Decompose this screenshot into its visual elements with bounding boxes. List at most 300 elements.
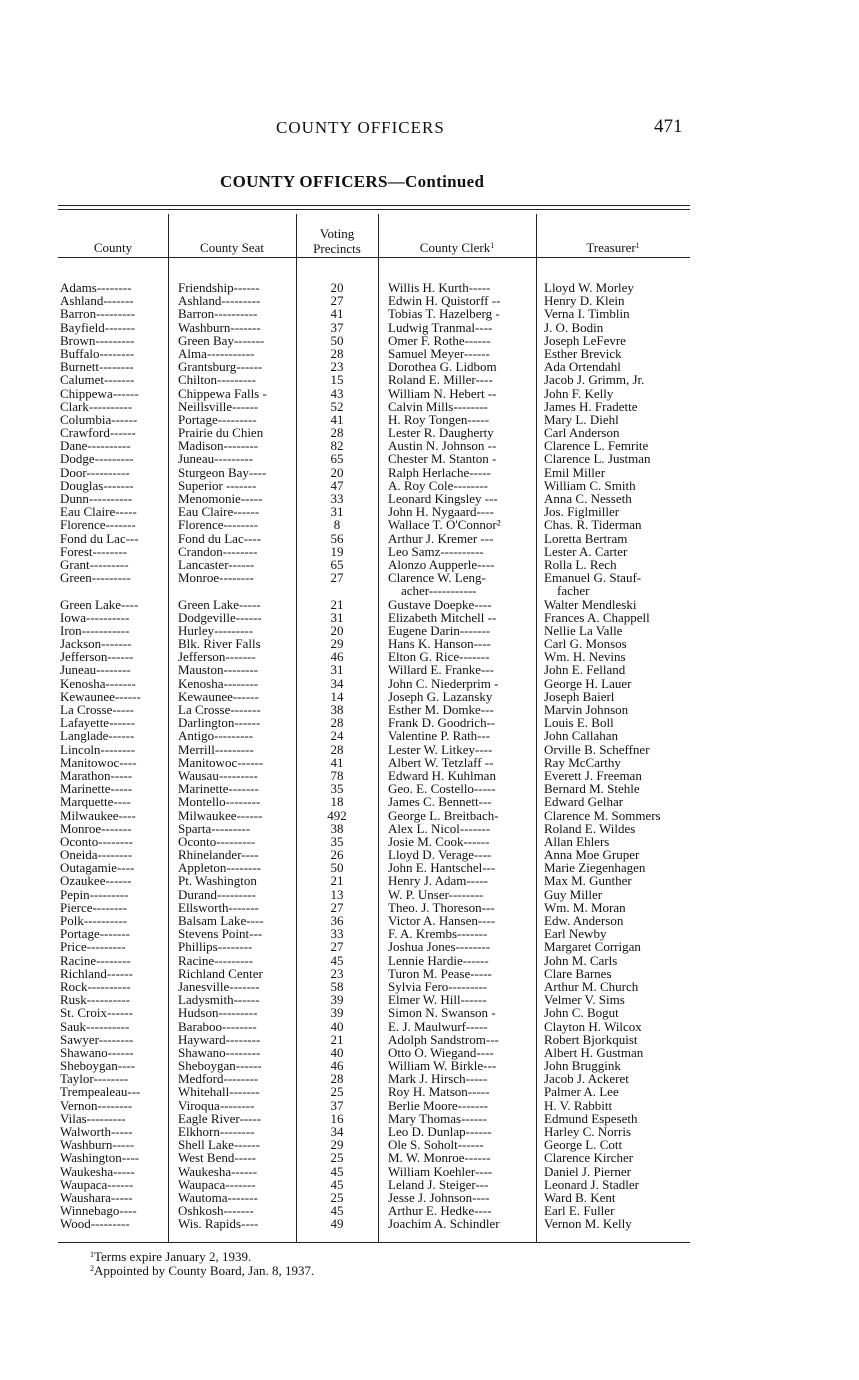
table-cell: Washburn-------	[178, 319, 261, 335]
table-cell: 56	[330, 530, 344, 546]
table-cell: Portage-------	[60, 926, 131, 942]
table-cell: 27	[330, 939, 344, 955]
table-cell: Wood---------	[60, 1216, 130, 1232]
table-cell: 16	[330, 1110, 344, 1126]
table-cell: Leo D. Dunlap------	[388, 1124, 492, 1139]
table-cell: Dorothea G. Lidbom	[388, 359, 497, 375]
table-cell: Ralph Herlache-----	[388, 464, 491, 480]
table-cell: Grant---------	[60, 556, 129, 572]
table-cell: Clayton H. Wilcox	[544, 1018, 642, 1034]
table-cell: 40	[330, 1018, 344, 1034]
table-cell: Joseph Baierl	[544, 688, 615, 704]
table-cell: Montello--------	[178, 794, 261, 810]
table-cell: Wausau---------	[178, 767, 258, 783]
top-rule-second	[58, 209, 690, 210]
table-cell: Sturgeon Bay----	[178, 464, 267, 480]
table-cell: Anna C. Nesseth	[544, 491, 632, 506]
table-cell: 43	[330, 385, 344, 401]
table-cell: Joseph G. Lazansky	[388, 688, 493, 704]
table-cell: A. Roy Cole--------	[388, 477, 488, 493]
table-cell: John E. Felland	[544, 662, 626, 678]
table-cell: 29	[330, 1137, 344, 1153]
table-cell: 28	[330, 715, 344, 731]
table-cell: Turon M. Pease-----	[388, 965, 492, 981]
table-cell: Outagamie----	[60, 860, 135, 876]
table-cell: Alex L. Nicol-------	[388, 820, 491, 836]
table-cell: Arthur E. Hedke----	[388, 1203, 492, 1219]
table-cell: 38	[330, 702, 344, 717]
table-cell: Ludwig Tranmal----	[388, 319, 493, 335]
page-number: 471	[654, 116, 683, 137]
table-cell: Waupaca-------	[178, 1176, 256, 1192]
table-cell: Max M. Gunther	[544, 873, 632, 889]
table-cell: 33	[330, 491, 344, 506]
table-cell: Sylvia Fero---------	[388, 978, 488, 994]
table-cell: La Crosse-----	[60, 702, 134, 717]
table-cell: Lester A. Carter	[544, 543, 628, 559]
table-cell: Darlington------	[178, 715, 261, 731]
table-cell: Iron-----------	[60, 622, 130, 638]
table-cell: 14	[330, 688, 344, 704]
table-cell: John M. Carls	[544, 952, 618, 968]
table-cell: 31	[330, 609, 344, 625]
table-cell: Lester R. Daugherty	[388, 425, 494, 441]
header-treasurer-footnote-mark: 1	[635, 241, 640, 250]
table-cell: 28	[330, 1071, 344, 1087]
bottom-rule	[58, 1242, 690, 1243]
table-cell: Valentine P. Rath---	[388, 728, 491, 744]
table-cell: Jacob J. Grimm, Jr.	[544, 372, 645, 388]
table-cell: William Koehler----	[388, 1163, 493, 1179]
table-cell: 37	[330, 319, 344, 335]
table-cell: Eagle River-----	[178, 1110, 262, 1126]
table-cell: Joachim A. Schindler	[388, 1216, 500, 1232]
header-treasurer-label: Treasurer	[586, 240, 636, 255]
table-cell: 36	[330, 913, 344, 928]
table-cell: Elton G. Rice-------	[388, 649, 490, 665]
table-cell: Lincoln--------	[60, 741, 136, 757]
table-cell: 8	[333, 517, 341, 533]
column-county-seat	[178, 281, 296, 1231]
table-cell: Oconto--------	[60, 833, 133, 849]
table-cell: 27	[330, 293, 344, 309]
table-cell: Orville B. Scheffner	[544, 741, 650, 757]
table-cell: Roy H. Matson-----	[388, 1084, 490, 1100]
table-cell: Edward H. Kuhlman	[388, 767, 496, 783]
table-cell: 20	[330, 622, 344, 638]
table-cell: Gustave Doepke----	[388, 596, 492, 612]
table-cell: Lafayette------	[60, 715, 136, 731]
table-cell: Mark J. Hirsch-----	[388, 1071, 488, 1087]
table-cell: Edmund Espeseth	[544, 1110, 638, 1126]
table-cell: James H. Fradette	[544, 398, 638, 414]
table-cell: Leonard Kingsley ---	[388, 491, 498, 506]
table-cell: Clarence Kircher	[544, 1150, 634, 1166]
table-cell: John E. Hantschel---	[388, 860, 496, 876]
table-cell: Wm. M. Moran	[544, 899, 626, 915]
table-cell: Wis. Rapids----	[178, 1216, 259, 1232]
table-cell: Rock----------	[60, 978, 131, 994]
table-cell: Kenosha--------	[178, 675, 259, 691]
table-cell: 49	[330, 1216, 344, 1232]
table-cell: Dodgeville------	[178, 609, 262, 625]
table-cell: Lennie Hardie------	[388, 952, 489, 968]
table-cell: Calumet-------	[60, 372, 135, 388]
table-cell: Louis E. Boll	[544, 715, 614, 731]
table-cell: 37	[330, 1097, 344, 1113]
table-cell: Eugene Darin-------	[388, 622, 491, 638]
table-cell: Emil Miller	[544, 464, 606, 480]
table-cell: William W. Birkle---	[388, 1058, 497, 1074]
table-cell: Eau Claire------	[178, 504, 260, 520]
table-cell: 26	[330, 847, 344, 863]
top-rule	[58, 205, 690, 206]
table-cell: Kewaunee------	[60, 688, 141, 704]
table-cell: Carl G. Monsos	[544, 636, 627, 652]
table-cell: Ellsworth-------	[178, 899, 259, 915]
table-cell: Margaret Corrigan	[544, 939, 641, 955]
table-cell: Green Lake----	[60, 596, 139, 612]
table-cell: Allan Ehlers	[544, 833, 610, 849]
table-cell: Brown---------	[60, 332, 135, 348]
table-cell: Jefferson-------	[178, 649, 256, 665]
table-cell: Alonzo Aupperle----	[388, 556, 495, 572]
table-cell: Ashland-------	[60, 293, 134, 309]
table-cell: Shell Lake------	[178, 1137, 260, 1153]
table-cell: Winnebago----	[60, 1203, 137, 1219]
table-cell: Antigo---------	[178, 728, 254, 744]
table-cell: Neillsville------	[178, 398, 259, 414]
table-cell: 82	[330, 438, 344, 454]
table-cell: Arthur J. Kremer ---	[388, 530, 494, 546]
table-cell: Elkhorn--------	[178, 1124, 255, 1139]
table-cell: Simon N. Swanson -	[388, 1005, 496, 1021]
table-cell: Henry D. Klein	[544, 293, 625, 309]
table-cell: Edward Gelhar	[544, 794, 624, 810]
table-cell: Marvin Johnson	[544, 702, 629, 717]
table-cell: 28	[330, 741, 344, 757]
table-cell: Marinette-----	[60, 781, 133, 797]
table-cell: Kewaunee------	[178, 688, 259, 704]
table-cell: 31	[330, 662, 344, 678]
table-cell: Anna Moe Gruper	[544, 847, 640, 863]
table-cell: Velmer V. Sims	[544, 992, 625, 1008]
table-cell: Price---------	[60, 939, 126, 955]
table-cell: E. J. Maulwurf-----	[388, 1018, 488, 1034]
table-cell: Clare Barnes	[544, 965, 612, 981]
table-cell: Clarence L. Femrite	[544, 438, 649, 454]
table-cell: 45	[330, 1176, 344, 1192]
table-cell: Rolla L. Rech	[544, 556, 617, 572]
table-cell: Baraboo--------	[178, 1018, 257, 1034]
table-cell: Blk. River Falls	[178, 636, 261, 652]
table-cell: Arthur M. Church	[544, 978, 639, 994]
table-cell: 45	[330, 1163, 344, 1179]
table-cell: Crandon--------	[178, 543, 258, 559]
table-cell: Waukesha-----	[60, 1163, 135, 1179]
table-cell	[178, 584, 296, 597]
table-cell: Sheboygan------	[178, 1058, 262, 1074]
table-cell: Medford--------	[178, 1071, 259, 1087]
column-divider	[168, 214, 169, 1242]
table-cell: 40	[330, 1044, 344, 1060]
table-cell: William C. Smith	[544, 477, 636, 493]
table-cell: Burnett--------	[60, 359, 134, 375]
table-cell: Joseph LeFevre	[544, 332, 626, 348]
table-cell: Esther M. Domke---	[388, 702, 494, 717]
table-cell: 20	[330, 280, 344, 295]
table-cell: 35	[330, 781, 344, 797]
table-cell: Hayward--------	[178, 1031, 261, 1047]
table-cell: Wm. H. Nevins	[544, 649, 626, 665]
table-cell: 15	[330, 372, 344, 388]
table-cell: Ward B. Kent	[544, 1189, 616, 1205]
footnote	[90, 1264, 314, 1278]
header-voting-precincts	[298, 226, 376, 256]
table-cell: Ladysmith------	[178, 992, 260, 1008]
table-cell: Marie Ziegenhagen	[544, 860, 646, 876]
table-cell: Elmer W. Hill------	[388, 992, 487, 1008]
table-cell: 34	[330, 1124, 344, 1139]
table-cell: Omer F. Rothe------	[388, 332, 491, 348]
column-treasurer	[544, 281, 692, 1231]
running-title: COUNTY OFFICERS	[276, 118, 445, 137]
table-cell: 41	[330, 306, 344, 322]
table-cell: Madison--------	[178, 438, 259, 454]
table-cell: 35	[330, 833, 344, 849]
table-cell: Mauston--------	[178, 662, 259, 678]
table-cell: John Callahan	[544, 728, 619, 744]
table-cell: Roland E. Miller----	[388, 372, 493, 388]
table-cell: Pepin---------	[60, 886, 129, 902]
table-cell: Monroe-------	[60, 820, 132, 836]
table-cell: Albert H. Gustman	[544, 1044, 644, 1060]
table-cell: Florence--------	[178, 517, 259, 533]
table-cell: J. O. Bodin	[544, 319, 604, 335]
table-cell: Merrill---------	[178, 741, 254, 757]
table-cell: Waushara-----	[60, 1189, 133, 1205]
table-cell: Robert Bjorkquist	[544, 1031, 638, 1047]
table-cell: Janesville-------	[178, 978, 260, 994]
table-cell: Frances A. Chappell	[544, 609, 650, 625]
table-cell: Otto O. Wiegand----	[388, 1044, 494, 1060]
table-cell: Lloyd W. Morley	[544, 280, 634, 295]
table-cell: Clarence M. Sommers	[544, 807, 661, 823]
table-cell: Green---------	[60, 570, 131, 586]
table-cell: Dodge---------	[60, 451, 134, 467]
column-divider	[536, 214, 537, 1242]
table-cell: 39	[330, 1005, 344, 1021]
table-cell: 78	[330, 767, 344, 783]
table-cell: Willard E. Franke---	[388, 662, 494, 678]
table-cell: John F. Kelly	[544, 385, 614, 401]
table-cell: Douglas-------	[60, 477, 134, 493]
table-cell: 18	[330, 794, 344, 810]
table-cell: facher	[544, 583, 590, 599]
table-cell: Racine---------	[178, 952, 254, 968]
table-cell: St. Croix------	[60, 1005, 133, 1021]
table-cell: Marquette----	[60, 794, 131, 810]
table-cell: Chas. R. Tiderman	[544, 517, 642, 533]
table-cell: Monroe--------	[178, 570, 254, 586]
table-cell: Eau Claire-----	[60, 504, 137, 520]
table-cell: Waupaca------	[60, 1176, 134, 1192]
table-cell: Prairie du Chien	[178, 425, 264, 441]
table-cell: Guy Miller	[544, 886, 603, 902]
table-cell: Adams--------	[60, 280, 132, 295]
table-cell: Oneida--------	[60, 847, 133, 863]
table-cell: Washington----	[60, 1150, 140, 1166]
table-cell: Richland------	[60, 965, 133, 981]
column-county	[60, 281, 168, 1231]
table-cell: George H. Lauer	[544, 675, 632, 691]
table-cell: Richland Center	[178, 965, 263, 981]
table-cell: H. V. Rabbitt	[544, 1097, 613, 1113]
table-cell: Everett J. Freeman	[544, 767, 642, 783]
table-cell: Ozaukee------	[60, 873, 132, 889]
table-cell: Barron----------	[178, 306, 258, 322]
table-cell: 29	[330, 636, 344, 652]
table-cell: 28	[330, 425, 344, 441]
column-divider	[378, 214, 379, 1242]
table-cell: 25	[330, 1084, 344, 1100]
table-cell: Balsam Lake----	[178, 913, 264, 928]
table-cell: Calvin Mills--------	[388, 398, 489, 414]
header-voting-line2: Precincts	[313, 241, 361, 256]
table-cell: Leland J. Steiger---	[388, 1176, 489, 1192]
column-voting-precincts	[298, 281, 376, 1231]
table-cell: Rusk----------	[60, 992, 131, 1008]
table-cell: Juneau--------	[60, 662, 131, 678]
table-cell: 46	[330, 1058, 344, 1074]
table-cell: Marathon-----	[60, 767, 133, 783]
footnote-mark: 1	[90, 1250, 94, 1259]
table-cell: 23	[330, 359, 344, 375]
table-cell: Willis H. Kurth-----	[388, 280, 491, 295]
table-cell: Florence-------	[60, 517, 136, 533]
table-cell: Friendship------	[178, 280, 260, 295]
table-cell: Trempealeau---	[60, 1084, 141, 1100]
table-cell: Walter Mendleski	[544, 596, 637, 612]
table-cell: George L. Breitbach-	[388, 807, 499, 823]
table-cell: Columbia------	[60, 411, 138, 427]
table-cell: Wautoma-------	[178, 1189, 258, 1205]
table-cell: Ole S. Soholt------	[388, 1137, 484, 1153]
table-cell	[60, 584, 168, 597]
table-cell: Geo. E. Costello-----	[388, 781, 496, 797]
table-cell: 28	[330, 345, 344, 361]
table-cell: Fond du Lac---	[60, 530, 139, 546]
table-cell: Lancaster------	[178, 556, 255, 572]
table-cell: Oconto---------	[178, 833, 256, 849]
table-cell: Superior -------	[178, 477, 257, 493]
table-cell: 492	[327, 807, 347, 823]
table-cell: Josie M. Cook------	[388, 833, 490, 849]
table-cell: William N. Hebert --	[388, 385, 497, 401]
running-head	[0, 118, 859, 142]
table-cell	[298, 584, 376, 597]
table-cell: 45	[330, 1203, 344, 1219]
table-cell: Polk----------	[60, 913, 128, 928]
table-cell: Palmer A. Lee	[544, 1084, 619, 1100]
header-clerk-footnote-mark: 1	[490, 241, 495, 250]
table-cell: 24	[330, 728, 344, 744]
table-cell: Roland E. Wildes	[544, 820, 636, 836]
table-cell: Taylor--------	[60, 1071, 129, 1087]
table-cell: 50	[330, 860, 344, 876]
table-cell: Bernard M. Stehle	[544, 781, 640, 797]
table-cell: Green Bay-------	[178, 332, 265, 348]
table-cell: Langlade------	[60, 728, 135, 744]
table-cell: Stevens Point---	[178, 926, 263, 942]
footnote-text: Appointed by County Board, Jan. 8, 1937.	[94, 1263, 315, 1278]
table-cell: Shawano------	[60, 1044, 134, 1060]
table-cell: 38	[330, 820, 344, 836]
table-cell: 58	[330, 978, 344, 994]
table-cell: Berlie Moore-------	[388, 1097, 488, 1113]
table-cell: Jos. Figlmiller	[544, 504, 620, 520]
table-cell: Elizabeth Mitchell --	[388, 609, 497, 625]
table-cell: John Bruggink	[544, 1058, 621, 1074]
footnote-mark: 2	[90, 1264, 94, 1273]
table-cell: W. P. Unser--------	[388, 886, 484, 902]
footnotes	[90, 1250, 314, 1278]
table-cell: Manitowoc------	[178, 754, 264, 770]
footnote	[90, 1250, 314, 1264]
table-cell: Hudson---------	[178, 1005, 258, 1021]
table-cell: Earl Newby	[544, 926, 607, 942]
footnote-text: Terms expire January 2, 1939.	[94, 1249, 252, 1264]
table-cell: 27	[330, 899, 344, 915]
header-clerk-label: County Clerk	[419, 240, 491, 255]
table-cell: Phillips--------	[178, 939, 253, 955]
table-cell: Samuel Meyer------	[388, 345, 490, 361]
table-cell: 65	[330, 556, 344, 572]
table-cell: Jacob J. Ackeret	[544, 1071, 629, 1087]
table-cell: 52	[330, 398, 344, 414]
table-cell: Shawano--------	[178, 1044, 261, 1060]
table-cell: George L. Cott	[544, 1137, 623, 1153]
table-cell: 50	[330, 332, 344, 348]
table-cell: Milwaukee------	[178, 807, 263, 823]
table-cell: Esther Brevick	[544, 345, 622, 361]
table-cell: Carl Anderson	[544, 425, 620, 441]
table-cell: Chester M. Stanton -	[388, 451, 497, 467]
table-cell: 39	[330, 992, 344, 1008]
table-cell: Tobias T. Hazelberg -	[388, 306, 500, 322]
table-cell: 41	[330, 754, 344, 770]
table-cell: F. A. Krembs-------	[388, 926, 488, 942]
table-cell: acher-----------	[388, 583, 477, 599]
table-cell: 46	[330, 649, 344, 665]
table-cell: Emanuel G. Stauf-	[544, 570, 642, 586]
table-cell: 23	[330, 965, 344, 981]
table-cell: Marinette-------	[178, 781, 259, 797]
table-cell: Appleton--------	[178, 860, 262, 876]
table-cell: Jesse J. Johnson----	[388, 1189, 490, 1205]
table-cell: Crawford------	[60, 425, 136, 441]
header-voting-line1: Voting	[319, 226, 355, 241]
table-cell: Forest--------	[60, 543, 128, 559]
table-cell: Leo Samz----------	[388, 543, 484, 559]
table-cell: Wallace T. O'Connor²	[388, 517, 501, 533]
table-cell: Loretta Bertram	[544, 530, 628, 546]
table-cell: Chilton---------	[178, 372, 256, 388]
table-cell: West Bend-----	[178, 1150, 257, 1166]
table-cell: Pierce--------	[60, 899, 128, 915]
table-cell: Sauk----------	[60, 1018, 130, 1034]
table-cell: Portage---------	[178, 411, 257, 427]
